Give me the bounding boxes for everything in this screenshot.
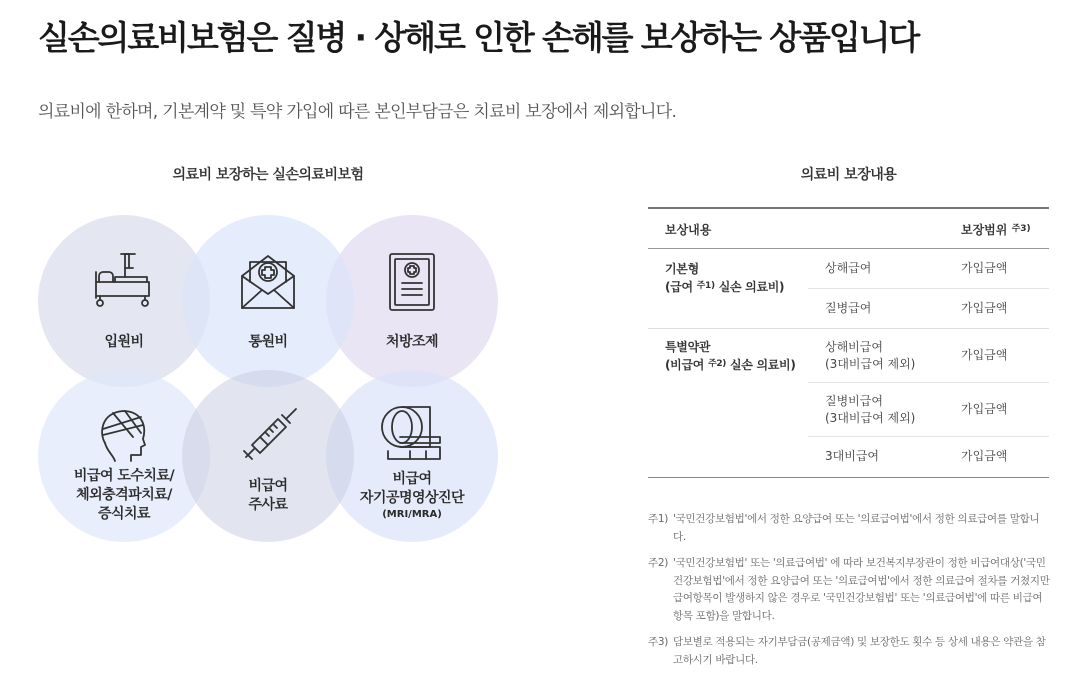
coverage-diagram-title: 의료비 보장하는 실손의료비보험	[172, 167, 364, 183]
medical-envelope-icon	[236, 250, 300, 314]
table-row	[808, 329, 1049, 383]
group-name-special-post: 실손 의료비)	[726, 358, 796, 372]
row-item: 3대비급여	[825, 449, 880, 463]
header-coverage-range-text: 보장범위	[961, 223, 1008, 237]
footnote-text: 담보별로 적용되는 자기부담금(공제금액) 및 보장한도 횟수 등 상세 내용은 약관을 참고하시기 바랍니다.	[673, 636, 1046, 666]
bandaged-head-icon	[91, 403, 155, 467]
label-prescription: 처방조제	[385, 334, 439, 350]
label-injection-line1: 비급여	[248, 478, 288, 494]
group-name-basic-line1: 기본형	[665, 262, 699, 276]
label-mri-sub: (MRI/MRA)	[382, 509, 442, 520]
table-row	[808, 289, 1049, 329]
row-item: 상해급여	[825, 261, 872, 275]
footnote-ref-2: 주2)	[707, 359, 727, 369]
label-mri	[326, 470, 498, 522]
footnote-2	[648, 555, 1050, 625]
group-name-basic-pre: (급여	[665, 280, 697, 294]
group-basic-rows	[808, 249, 1049, 329]
row-item-line2: (3대비급여 제외)	[825, 411, 916, 425]
label-inpatient: 입원비	[104, 334, 144, 350]
row-item-line1: 상해비급여	[825, 340, 883, 354]
group-name-special-line1: 특별약관	[665, 340, 711, 354]
header-coverage-item: 보상내용	[665, 223, 712, 237]
group-name-basic	[665, 261, 784, 296]
row-item: 질병급여	[825, 301, 872, 315]
table-row	[808, 249, 1049, 289]
label-mri-line2: 자기공명영상진단	[359, 490, 465, 506]
group-name-special-pre: (비급여	[665, 358, 708, 372]
header-coverage-range	[961, 221, 1031, 238]
row-range: 가입금액	[961, 261, 1008, 275]
label-injection-line2: 주사료	[248, 497, 288, 513]
header-footnote-ref: 주3)	[1011, 224, 1031, 234]
footnote-1	[648, 511, 1050, 546]
group-name-basic-post: 실손 의료비)	[714, 280, 785, 294]
page-subtitle: 의료비에 한하며, 기본계약 및 특약 가입에 따른 본인부담금은 치료비 보장에서 제외합니다.	[38, 102, 677, 122]
footnotes	[648, 511, 1050, 678]
label-manual-therapy-line1: 비급여 도수치료/	[73, 468, 175, 484]
footnote-text: '국민건강보험법' 또는 '의료급여법' 에 따라 보건복지부장관이 정한 비급여대상('국민건강보험법'에서 정한 요양급여 또는 '의료급여법'에서 정한 의료급여 절차를 거쳤지만 급여항목이 발생하지 않은 경우로 '국민건강보험법' 또는 '의료급여법'에 따른 비급여항목 포함)을 말합니다.	[673, 557, 1050, 622]
group-special-rows	[808, 329, 1049, 477]
row-range: 가입금액	[961, 449, 1008, 463]
coverage-table-title: 의료비 보장내용	[800, 167, 897, 183]
footnote-key: 주2)	[648, 557, 669, 569]
row-item-line2: (3대비급여 제외)	[825, 357, 916, 371]
table-header	[648, 209, 1049, 249]
hospital-bed-icon	[91, 250, 155, 314]
row-range: 가입금액	[961, 348, 1008, 362]
table-group-basic	[648, 249, 1049, 329]
table-row	[808, 437, 1049, 477]
group-name-special	[665, 339, 796, 374]
label-mri-line1: 비급여	[392, 471, 432, 487]
group-name-basic-line2	[665, 278, 784, 296]
footnote-3	[648, 634, 1050, 669]
mri-scanner-icon	[380, 403, 444, 467]
table-group-special	[648, 329, 1049, 477]
page-headline: 실손의료비보험은 질병 · 상해로 인한 손해를 보상하는 상품입니다	[38, 18, 919, 57]
prescription-document-icon	[380, 250, 444, 314]
footnote-ref-1: 주1)	[696, 281, 715, 291]
syringe-icon	[236, 403, 300, 467]
row-range: 가입금액	[961, 301, 1008, 315]
label-outpatient: 통원비	[248, 334, 288, 350]
row-item	[825, 339, 915, 373]
table-row	[808, 383, 1049, 437]
row-item-line1: 질병비급여	[825, 394, 883, 408]
footnote-key: 주1)	[648, 513, 669, 525]
group-name-special-line2	[665, 356, 796, 374]
row-range: 가입금액	[961, 402, 1008, 416]
label-manual-therapy-line3: 증식치료	[97, 506, 151, 522]
footnote-text: '국민건강보험법'에서 정한 요양급여 또는 '의료급여법'에서 정한 의료급여를 말합니다.	[673, 513, 1040, 543]
row-item	[825, 393, 915, 427]
coverage-circles	[0, 0, 540, 560]
coverage-table	[648, 207, 1049, 478]
label-manual-therapy-line2: 체외충격파치료/	[76, 487, 172, 503]
footnote-key: 주3)	[648, 636, 669, 648]
